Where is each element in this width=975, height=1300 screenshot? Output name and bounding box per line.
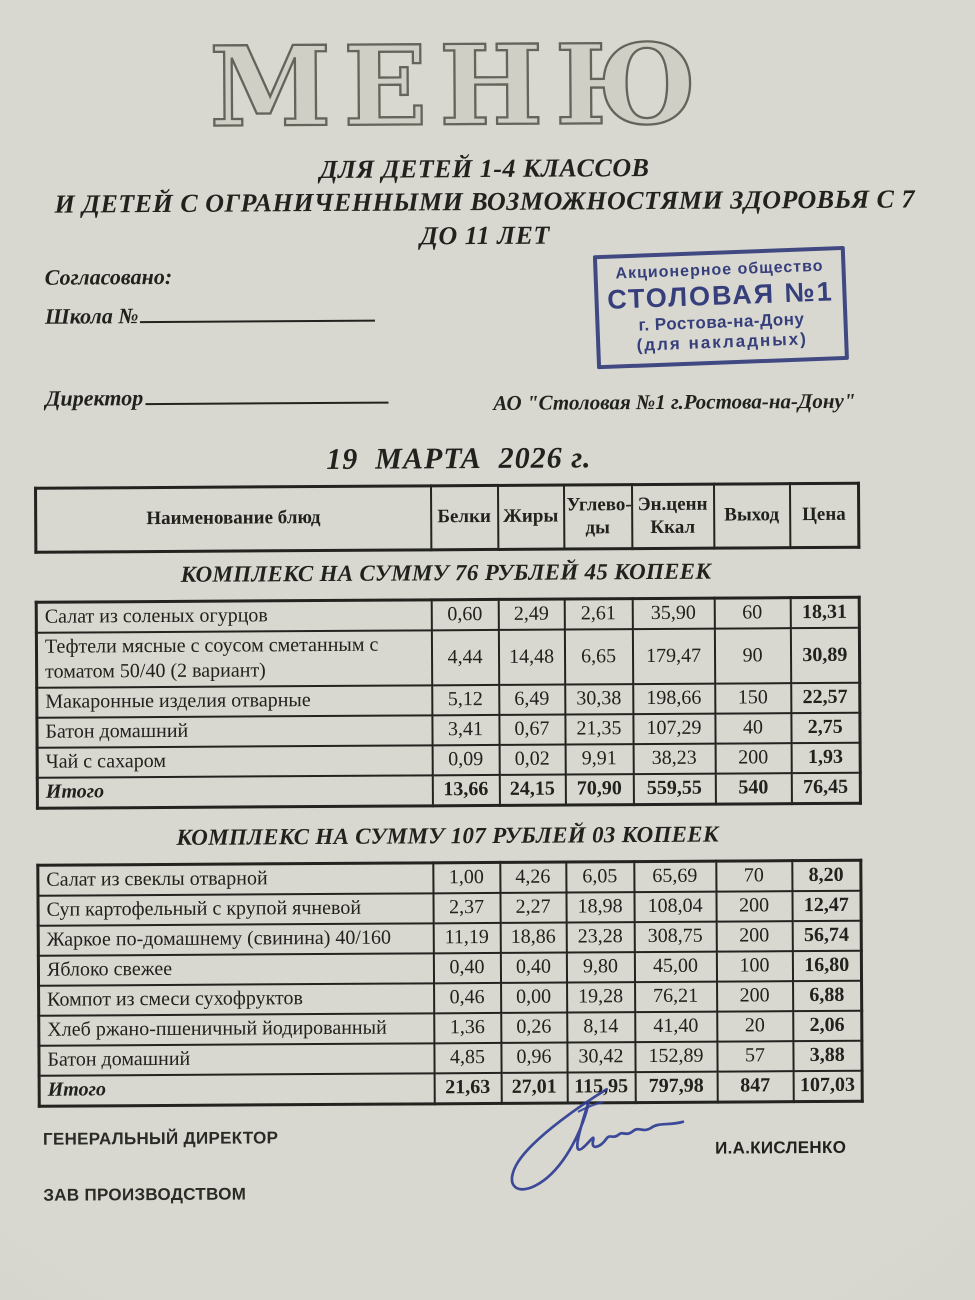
value-cell: 41,40 (635, 1012, 717, 1043)
col-header-portion: Выход (713, 484, 789, 548)
value-cell: 2,49 (498, 599, 564, 630)
director-signature (491, 1081, 697, 1194)
price-cell: 30,89 (790, 628, 859, 683)
value-cell: 76,21 (635, 982, 717, 1013)
value-cell: 847 (717, 1071, 793, 1102)
dish-name: Компот из смеси сухофруктов (39, 983, 434, 1015)
value-cell: 1,00 (433, 862, 500, 893)
col-header-price: Цена (789, 483, 858, 547)
subtitle-line-1: ДЛЯ ДЕТЕЙ 1-4 КЛАССОВ (319, 153, 650, 185)
value-cell: 108,04 (634, 892, 716, 923)
menu-date: 19 МАРТА 2026 г. (326, 441, 592, 476)
dish-name: Макаронные изделия отварные (37, 685, 432, 717)
total-row (37, 773, 860, 809)
value-cell: 4,44 (431, 630, 498, 685)
dish-name: Салат из соленых огурцов (36, 600, 431, 633)
general-director-label: ГЕНЕРАЛЬНЫЙ ДИРЕКТОР (42, 1128, 279, 1149)
price-cell: 12,47 (792, 891, 861, 921)
total-label: Итого (39, 1073, 434, 1106)
subtitle-line-2: И ДЕТЕЙ С ОГРАНИЧЕННЫМИ ВОЗМОЖНОСТЯМИ ЗДОРОВЬЯ С 7 (54, 184, 916, 219)
value-cell: 8,14 (567, 1012, 635, 1042)
value-cell: 21,35 (565, 714, 633, 744)
dish-name: Жаркое по-домашнему (свинина) 40/160 (38, 923, 433, 955)
dish-row (36, 628, 859, 688)
school-label: Школа № (44, 303, 139, 329)
value-cell: 19,28 (567, 982, 635, 1012)
value-cell: 20 (717, 1011, 793, 1041)
value-cell: 179,47 (632, 629, 714, 684)
dish-name: Хлеб ржано-пшеничный йодированный (39, 1013, 434, 1045)
value-cell: 0,26 (501, 1013, 567, 1043)
price-cell: 107,03 (793, 1071, 862, 1102)
value-cell: 57 (717, 1041, 793, 1071)
value-cell: 21,63 (434, 1073, 501, 1104)
value-cell: 40 (715, 713, 791, 743)
production-manager-label: ЗАВ ПРОИЗВОДСТВОМ (43, 1184, 247, 1205)
value-cell: 200 (715, 743, 791, 773)
value-cell: 0,02 (499, 745, 565, 775)
col-header-proteins: Белки (430, 485, 497, 549)
price-cell: 8,20 (792, 860, 861, 891)
col-header-fats: Жиры (497, 485, 563, 549)
value-cell: 0,00 (501, 983, 567, 1013)
nutrition-table-header (34, 482, 860, 554)
approval-block (45, 263, 389, 412)
price-cell: 16,80 (792, 951, 861, 981)
value-cell: 0,09 (432, 745, 499, 775)
value-cell: 100 (716, 951, 792, 981)
dish-name: Тефтели мясные с соусом сметанным с томатом 50/40 (2 вариант) (36, 630, 431, 687)
director-line (45, 384, 388, 412)
director-label: Директор (45, 385, 144, 411)
section-title: КОМПЛЕКС НА СУММУ 107 РУБЛЕЙ 03 КОПЕЕК (176, 821, 719, 850)
dish-row (38, 860, 861, 896)
value-cell: 35,90 (632, 598, 714, 629)
menu-sections (34, 554, 860, 1122)
price-cell: 76,45 (791, 773, 860, 804)
dish-name: Чай с сахаром (37, 745, 432, 777)
value-cell: 23,28 (566, 922, 634, 952)
value-cell: 3,41 (432, 715, 499, 745)
value-cell: 2,27 (500, 893, 566, 923)
price-cell: 1,93 (791, 743, 860, 773)
company-stamp (593, 246, 849, 369)
value-cell: 152,89 (635, 1042, 717, 1073)
dish-name: Яблоко свежее (38, 953, 433, 985)
price-cell: 3,88 (793, 1041, 862, 1071)
director-blank-line (145, 399, 388, 405)
value-cell: 6,05 (566, 862, 634, 893)
value-cell: 6,65 (564, 629, 632, 684)
value-cell: 38,23 (633, 744, 715, 775)
price-cell: 56,74 (792, 921, 861, 951)
value-cell: 0,40 (500, 953, 566, 983)
value-cell: 14,48 (498, 630, 564, 685)
header-row (36, 483, 859, 552)
value-cell: 65,69 (634, 861, 716, 892)
section-2-table (36, 859, 863, 1108)
agreed-label: Согласовано: (44, 263, 173, 290)
value-cell: 200 (716, 921, 792, 951)
subtitle-line-3: ДО 11 ЛЕТ (420, 220, 550, 250)
value-cell: 13,66 (432, 775, 499, 806)
signature-name: И.А.КИСЛЕНКО (714, 1137, 847, 1158)
value-cell: 559,55 (633, 774, 715, 805)
value-cell: 150 (715, 683, 791, 713)
dish-name: Батон домашний (37, 715, 432, 747)
total-label: Итого (37, 775, 432, 808)
value-cell: 0,40 (433, 953, 500, 983)
value-cell: 1,36 (434, 1013, 501, 1043)
value-cell: 30,42 (567, 1042, 635, 1072)
value-cell: 200 (717, 981, 793, 1011)
price-cell: 2,75 (791, 713, 860, 743)
value-cell: 2,61 (564, 599, 632, 630)
dish-name: Салат из свеклы отварной (38, 863, 433, 896)
value-cell: 4,85 (434, 1043, 501, 1073)
stamp-line-3: г. Ростова-на-Дону (638, 308, 805, 335)
value-cell: 0,60 (431, 599, 498, 630)
value-cell: 45,00 (634, 952, 716, 983)
value-cell: 24,15 (499, 775, 565, 806)
price-cell: 18,31 (790, 597, 859, 628)
price-cell: 6,88 (793, 981, 862, 1011)
value-cell: 797,98 (635, 1072, 717, 1103)
value-cell: 11,19 (433, 923, 500, 953)
value-cell: 107,29 (633, 714, 715, 745)
col-header-carbs: Углево- ды (563, 485, 631, 549)
value-cell: 2,37 (433, 893, 500, 923)
value-cell: 308,75 (634, 922, 716, 953)
value-cell: 9,91 (565, 744, 633, 774)
value-cell: 90 (714, 628, 790, 683)
col-header-dish-name: Наименование блюд (36, 486, 431, 552)
stamp-line-1: Акционерное общество (615, 257, 824, 282)
value-cell: 115,95 (567, 1072, 635, 1103)
dish-name: Батон домашний (39, 1043, 434, 1075)
value-cell: 0,67 (499, 715, 565, 745)
value-cell: 198,66 (633, 684, 715, 715)
section-title: КОМПЛЕКС НА СУММУ 76 РУБЛЕЙ 45 КОПЕЕК (180, 558, 712, 587)
col-header-energy: Эн.ценн Ккал (631, 484, 713, 548)
value-cell: 18,86 (500, 923, 566, 953)
value-cell: 540 (715, 773, 791, 804)
dish-name: Суп картофельный с крупой ячневой (38, 893, 433, 925)
section-1-table (35, 596, 862, 810)
school-number-line (45, 302, 388, 330)
value-cell: 6,49 (499, 685, 565, 715)
value-cell: 5,12 (432, 685, 499, 715)
value-cell: 0,96 (501, 1043, 567, 1073)
menu-title: МЕНЮ (209, 19, 710, 152)
value-cell: 70,90 (565, 774, 633, 805)
value-cell: 0,46 (434, 983, 501, 1013)
price-cell: 22,57 (791, 683, 860, 713)
value-cell: 4,26 (500, 862, 566, 893)
total-row (39, 1071, 862, 1107)
value-cell: 60 (714, 598, 790, 629)
value-cell: 27,01 (501, 1073, 567, 1104)
stamp-line-4: (для накладных) (636, 328, 809, 355)
menu-subtitle (0, 149, 973, 255)
value-cell: 200 (716, 891, 792, 921)
dish-row (36, 597, 859, 633)
school-blank-line (140, 317, 375, 323)
price-cell: 2,06 (793, 1011, 862, 1041)
value-cell: 70 (716, 861, 792, 892)
value-cell: 30,38 (565, 684, 633, 714)
value-cell: 9,80 (566, 952, 634, 982)
stamp-line-2: СТОЛОВАЯ №1 (606, 275, 835, 315)
organization-name: АО "Столовая №1 г.Ростова-на-Дону" (493, 388, 856, 415)
value-cell: 18,98 (566, 892, 634, 922)
